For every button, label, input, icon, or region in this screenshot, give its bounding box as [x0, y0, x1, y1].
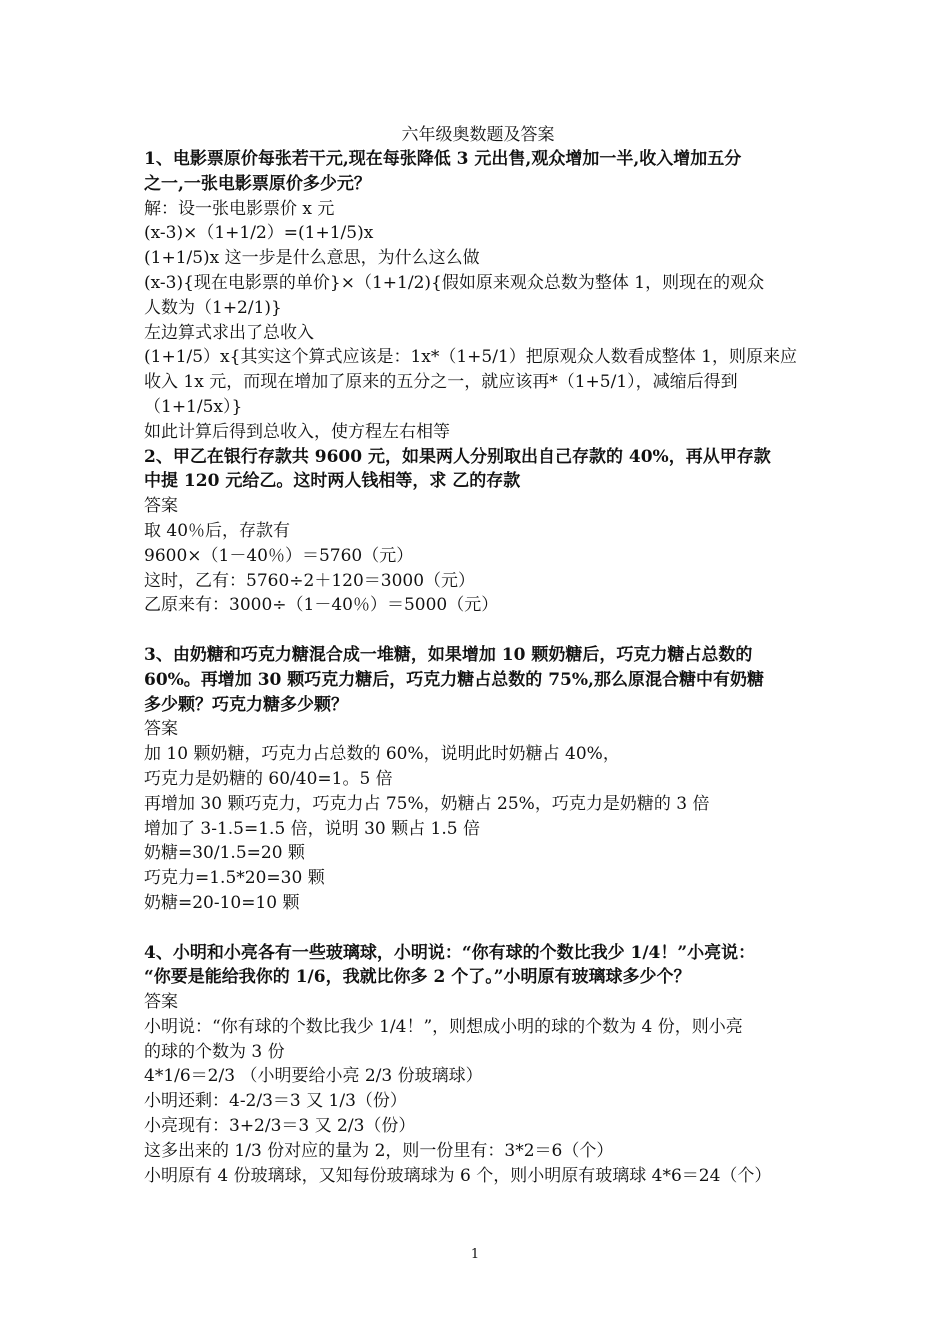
answer-line: 答案 — [144, 719, 178, 740]
answer-line: 这多出来的 1/3 份对应的量为 2，则一份里有：3*2＝6（个） — [144, 1140, 614, 1161]
question-line: “你要是能给我你的 1/6，我就比你多 2 个了。”小明原有玻璃球多少个？ — [144, 967, 691, 988]
answer-line: (x-3){现在电影票的单价}×（1+1/2){假如原来观众总数为整体 1，则现在的观众 — [144, 272, 765, 293]
answer-line: 的球的个数为 3 份 — [144, 1041, 285, 1062]
answer-line: (1+1/5）x{其实这个算式应该是：1x*（1+5/1）把原观众人数看成整体 1，则原来应 — [144, 347, 797, 368]
answer-line: 小明说：“你有球的个数比我少 1/4！”，则想成小明的球的个数为 4 份，则小亮 — [144, 1016, 743, 1037]
answer-line: 4*1/6＝2/3 （小明要给小亮 2/3 份玻璃球） — [144, 1066, 483, 1087]
answer-line: 左边算式求出了总收入 — [144, 322, 314, 343]
answer-line: 小亮现有：3+2/3＝3 又 2/3（份） — [144, 1116, 416, 1137]
document-title: 六年级奥数题及答案 — [401, 125, 555, 145]
blank-line — [144, 916, 812, 941]
question-line: 2、甲乙在银行存款共 9600 元，如果两人分别取出自己存款的 40%，再从甲存款 — [144, 446, 771, 467]
answer-line: 奶糖=20-10=10 颗 — [144, 892, 300, 913]
question-line: 多少颗？巧克力糖多少颗？ — [144, 694, 348, 715]
page-number: 1 — [470, 1247, 480, 1262]
answer-line: 这时，乙有：5760÷2＋120＝3000（元） — [144, 570, 476, 591]
answer-line: (1+1/5)x 这一步是什么意思，为什么这么做 — [144, 248, 480, 269]
answer-line: 9600×（1－40％）＝5760（元） — [144, 545, 414, 566]
answer-line: （1+1/5x）} — [144, 396, 243, 417]
answer-line: 答案 — [144, 992, 178, 1013]
answer-line: 加 10 颗奶糖，巧克力占总数的 60%，说明此时奶糖占 40%， — [144, 744, 620, 765]
answer-line: 再增加 30 颗巧克力，巧克力占 75%，奶糖占 25%，巧克力是奶糖的 3 倍 — [144, 793, 710, 814]
question-line: 1、电影票原价每张若干元,现在每张降低 3 元出售,观众增加一半,收入增加五分 — [144, 149, 742, 169]
answer-line: 奶糖=30/1.5=20 颗 — [144, 843, 305, 864]
answer-line: 收入 1x 元，而现在增加了原来的五分之一，就应该再*（1+5/1），减缩后得到 — [144, 372, 738, 393]
question-line: 3、由奶糖和巧克力糖混合成一堆糖，如果增加 10 颗奶糖后，巧克力糖占总数的 — [144, 644, 753, 665]
answer-line: 人数为（1+2/1)} — [144, 297, 282, 318]
question-line: 之一,一张电影票原价多少元？ — [144, 173, 371, 194]
answer-line: 如此计算后得到总收入，使方程左右相等 — [144, 421, 450, 442]
answer-line: 取 40％后，存款有 — [144, 520, 291, 541]
answer-line: 乙原来有：3000÷（1－40％）＝5000（元） — [144, 595, 499, 616]
answer-line: 巧克力=1.5*20=30 颗 — [144, 868, 325, 889]
answer-line: 解：设一张电影票价 x 元 — [144, 198, 335, 219]
answer-line: 增加了 3-1.5=1.5 倍，说明 30 颗占 1.5 倍 — [144, 818, 480, 839]
question-line: 4、小明和小亮各有一些玻璃球，小明说：“你有球的个数比我少 1/4！”小亮说： — [144, 942, 756, 963]
answer-line: 答案 — [144, 496, 178, 517]
answer-line: 小明还剩：4-2/3＝3 又 1/3（份） — [144, 1091, 407, 1112]
question-line: 中提 120 元给乙。这时两人钱相等，求 乙的存款 — [144, 471, 521, 492]
blank-line — [144, 618, 812, 643]
answer-line: 小明原有 4 份玻璃球，又知每份玻璃球为 6 个，则小明原有玻璃球 4*6＝24（个） — [144, 1165, 772, 1186]
question-line: 60%。再增加 30 颗巧克力糖后，巧克力糖占总数的 75%,那么原混合糖中有奶糖 — [144, 669, 764, 690]
document-page — [144, 123, 812, 1188]
document-body — [144, 147, 812, 1188]
answer-line: 巧克力是奶糖的 60/40=1。5 倍 — [144, 768, 393, 789]
answer-line: (x-3)×（1+1/2）=(1+1/5)x — [144, 223, 374, 244]
